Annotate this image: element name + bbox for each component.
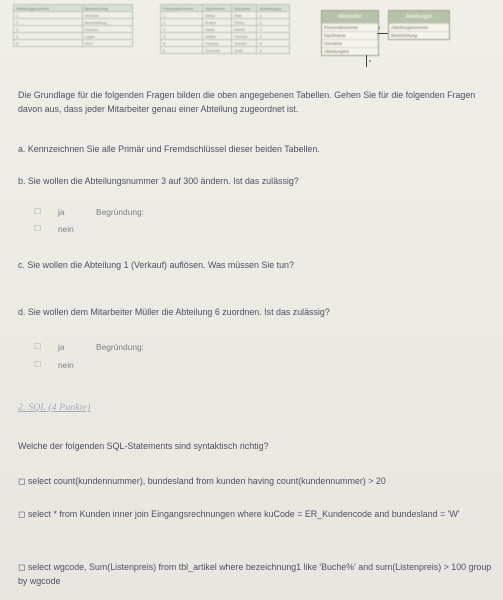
- table-cell: Gabi: [232, 47, 257, 54]
- table-cell: 4: [14, 33, 83, 40]
- table-cell: Einkauf: [82, 26, 132, 33]
- table-header: Personalnummer: [161, 5, 203, 12]
- sql-option-1[interactable]: ◻ select count(kundennummer), bundesland from kunden having count(kundennummer) > 20: [18, 476, 386, 486]
- table-header: Abteilungsnr: [257, 5, 290, 12]
- section-heading-sql: 2. SQL (4 Punkte): [18, 402, 91, 413]
- option-b-ja: ja: [58, 207, 65, 217]
- table-cell: Kranz: [203, 19, 232, 26]
- table-cell: 5: [257, 40, 290, 47]
- table-cell: 5: [161, 40, 203, 47]
- sql-option-2[interactable]: ◻ select * from Kunden inner join Eingangsrechnungen where kuCode = ER_Kundencode and bundesland = 'W': [18, 509, 460, 519]
- table-cell: 2: [257, 26, 290, 33]
- checkbox-b-ja[interactable]: ☐: [34, 207, 42, 216]
- option-d-nein: nein: [58, 360, 74, 370]
- table-cell: 3: [14, 26, 83, 33]
- er-entity-title: Mitarbeiter: [322, 11, 378, 23]
- option-d-begruendung: Begründung:: [96, 342, 144, 352]
- checkbox-d-nein[interactable]: ☐: [34, 360, 42, 369]
- table-cell: 1: [161, 12, 203, 19]
- table-cell: Fischer: [203, 40, 232, 47]
- table-cell: Lager: [82, 33, 132, 40]
- er-cardinality-many: n: [369, 58, 372, 63]
- question-a: a. Kennzeichnen Sie alle Primär und Fremdschlüssel dieser beiden Tabellen.: [18, 144, 320, 154]
- er-attribute: Abteilungsnummer: [389, 23, 449, 31]
- checkbox-b-nein[interactable]: ☐: [34, 224, 42, 233]
- er-attribute: Vorname: [322, 39, 378, 47]
- table-cell: Moritz: [232, 26, 257, 33]
- table-header: Vorname: [232, 5, 257, 12]
- table-header: Nachname: [203, 5, 232, 12]
- er-attribute: Bezeichnung: [389, 31, 449, 39]
- table-cell: Haas: [203, 26, 232, 33]
- table-cell: 3: [257, 33, 290, 40]
- intro-text: Die Grundlage für die folgenden Fragen bilden die oben angegebenen Tabellen. Gehen Sie für die folgenden Fragen davon aus, dass jeder Mitarbeiter genau einer Abteilung zugeordnet ist.: [18, 90, 476, 114]
- er-entity-title: Abteilungen: [389, 11, 449, 23]
- option-d-ja: ja: [58, 342, 65, 352]
- table-cell: Buchhaltung: [82, 19, 132, 26]
- table-cell: 6: [161, 47, 203, 54]
- checkbox-d-ja[interactable]: ☐: [34, 342, 42, 351]
- table-header: Bezeichnung: [82, 5, 132, 12]
- er-relationship-line: [366, 55, 367, 67]
- option-b-nein: nein: [58, 224, 74, 234]
- table-cell: 2: [257, 19, 290, 26]
- table-cell: 2: [161, 19, 203, 26]
- table-cell: 2: [14, 19, 83, 26]
- table-cell: Petra: [232, 19, 257, 26]
- table-cell: Ralf: [232, 12, 257, 19]
- table-cell: Sommer: [203, 47, 232, 54]
- er-cardinality-one: 1: [378, 25, 381, 30]
- table-cell: Verkauf: [82, 12, 132, 19]
- table-cell: Günter: [232, 40, 257, 47]
- er-attribute: Personalnummer: [322, 23, 378, 31]
- er-attribute: Nachname: [322, 31, 378, 39]
- question-d: d. Sie wollen dem Mitarbeiter Müller die Abteilung 6 zuordnen. Ist das zulässig?: [18, 307, 330, 317]
- option-b-begruendung: Begründung:: [96, 207, 144, 217]
- table-cell: Müller: [203, 33, 232, 40]
- question-c: c. Sie wollen die Abteilung 1 (Verkauf) auflösen. Was müssen Sie tun?: [18, 260, 294, 270]
- abteilung-table: [13, 4, 133, 47]
- er-entity-abteilungen: [388, 10, 450, 40]
- table-cell: 5: [14, 40, 83, 47]
- table-header: Abteilungsnummer: [14, 5, 83, 12]
- table-cell: 4: [257, 47, 290, 54]
- er-attribute: Abteilungsnr: [322, 47, 378, 55]
- er-entity-mitarbeiter: [321, 10, 379, 56]
- table-cell: 1: [257, 12, 290, 19]
- table-cell: Meier: [203, 12, 232, 19]
- table-cell: Helmut: [232, 33, 257, 40]
- table-cell: 1: [14, 12, 83, 19]
- table-cell: 3: [161, 26, 203, 33]
- mitarbeiter-table: [160, 4, 290, 54]
- sql-question: Welche der folgenden SQL-Statements sind syntaktisch richtig?: [18, 441, 269, 451]
- table-cell: EDV: [82, 40, 132, 47]
- table-cell: 4: [161, 33, 203, 40]
- er-relationship-line: [377, 33, 388, 34]
- question-b: b. Sie wollen die Abteilungsnummer 3 auf 300 ändern. Ist das zulässig?: [18, 176, 299, 186]
- sql-option-3[interactable]: ◻ select wgcode, Sum(Listenpreis) from tbl_artikel where bezeichnung1 like 'Buche%' and sum(Listenpreis) > 100 group by wgcode: [18, 562, 492, 586]
